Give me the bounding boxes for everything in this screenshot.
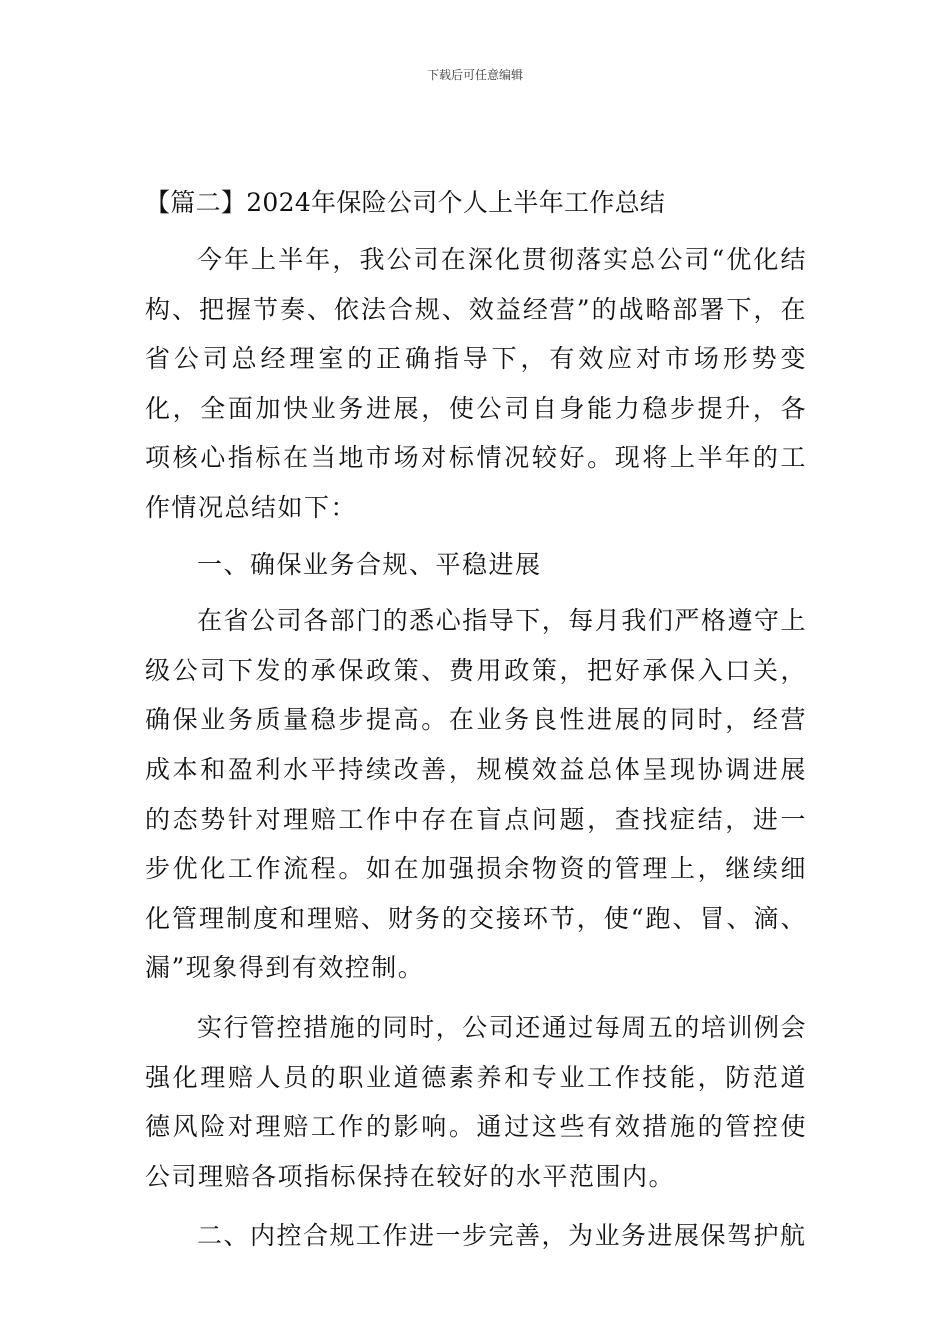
intro-paragraph: 今年上半年，我公司在深化贯彻落实总公司“优化结构、把握节奏、依法合规、效益经营”的战略部署下，在省公司总经理室的正确指导下，有效应对市场形势变化，全面加快业务进展，使公司自身能力稳步提升，各项核心指标在当地市场对标情况较好。现将上半年的工作情况总结如下： xyxy=(145,245,807,522)
section-1-heading: 一、确保业务合规、平稳进展 xyxy=(197,549,542,579)
section-2-heading: 二、内控合规工作进一步完善，为业务进展保驾护航 xyxy=(197,1221,807,1251)
page-header-note: 下载后可任意编辑 xyxy=(426,68,523,82)
section-1-paragraph-2: 实行管控措施的同时，公司还通过每周五的培训例会强化理赔人员的职业道德素养和专业工作技能，防范道德风险对理赔工作的影响。通过这些有效措施的管控使公司理赔各项指标保持在较好的水平范围内。 xyxy=(145,1012,807,1191)
document-title: 【篇二】2024年保险公司个人上半年工作总结 xyxy=(145,188,666,217)
section-1-paragraph-1: 在省公司各部门的悉心指导下，每月我们严格遵守上级公司下发的承保政策、费用政策，把好承保入口关，确保业务质量稳步提高。在业务良性进展的同时，经营成本和盈利水平持续改善，规模效益总体呈现协调进展的态势针对理赔工作中存在盲点问题，查找症结，进一步优化工作流程。如在加强损余物资的管理上，继续细化管理制度和理赔、财务的交接环节，使“跑、冒、滴、漏”现象得到有效控制。 xyxy=(145,606,807,983)
document-body xyxy=(145,178,807,1261)
